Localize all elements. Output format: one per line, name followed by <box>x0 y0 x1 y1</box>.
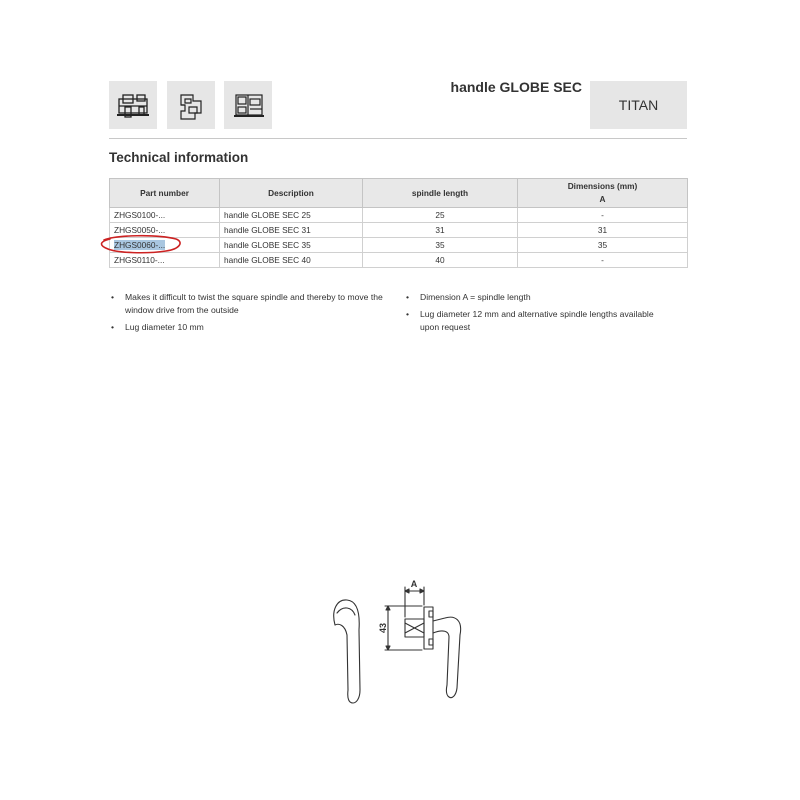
col-header-description: Description <box>220 179 363 208</box>
bullet-dot: • <box>406 309 410 319</box>
part-number-cell: ZHGS0110-... <box>110 253 220 268</box>
description-cell: handle GLOBE SEC 40 <box>220 253 363 268</box>
dimension-a-cell: 35 <box>518 238 688 253</box>
list-item <box>404 291 674 304</box>
part-number-cell: ZHGS0100-... <box>110 208 220 223</box>
handle-side-view <box>334 600 360 703</box>
dimension-label-a: A <box>410 579 418 589</box>
col-header-spindle-length: spindle length <box>363 179 518 208</box>
bullet-text: Makes it difficult to twist the square spindle and thereby to move the window drive from the outside <box>125 292 383 315</box>
bullet-text: Dimension A = spindle length <box>420 292 531 302</box>
header-divider <box>109 138 687 139</box>
window-profile-icon <box>109 81 157 129</box>
list-item <box>109 291 389 317</box>
brand-label: TITAN <box>618 97 659 113</box>
dimension-a-cell: - <box>518 208 688 223</box>
table-row <box>110 253 688 268</box>
table-header-row <box>110 179 688 208</box>
dimension-label-43: 43 <box>378 622 388 634</box>
bullet-dot: • <box>111 292 115 302</box>
section-title: Technical information <box>109 150 249 165</box>
red-annotation-circle <box>96 232 186 256</box>
spec-table <box>109 178 688 268</box>
profile-section-icon <box>167 81 215 129</box>
bullet-text: Lug diameter 12 mm and alternative spindle lengths available upon request <box>420 309 654 332</box>
list-item <box>109 321 389 334</box>
handle-technical-drawing <box>325 575 475 707</box>
product-title: handle GLOBE SEC <box>450 79 582 95</box>
dimensions-label: Dimensions (mm) <box>567 181 638 191</box>
part-number-cell: ZHGS0050-... <box>110 223 220 238</box>
highlighted-part-number: ZHGS0060-... <box>114 240 166 250</box>
list-item <box>404 308 674 334</box>
bullet-dot: • <box>111 322 115 332</box>
spindle-length-cell: 31 <box>363 223 518 238</box>
brand-badge <box>590 81 687 129</box>
thumbnail-1 <box>109 81 157 129</box>
bullet-list-left <box>109 291 389 338</box>
bullet-dot: • <box>406 292 410 302</box>
dimensions-sub-label: A <box>599 194 606 204</box>
spindle-length-cell: 40 <box>363 253 518 268</box>
table-row <box>110 238 688 253</box>
table-row <box>110 223 688 238</box>
frame-section-icon <box>224 81 272 129</box>
col-header-part-number: Part number <box>110 179 220 208</box>
spindle-length-cell: 35 <box>363 238 518 253</box>
table-row <box>110 208 688 223</box>
spindle-length-cell: 25 <box>363 208 518 223</box>
handle-front-view <box>433 617 461 697</box>
col-header-dimensions <box>518 179 688 208</box>
thumbnail-2 <box>167 81 215 129</box>
description-cell: handle GLOBE SEC 35 <box>220 238 363 253</box>
dimension-a-cell: 31 <box>518 223 688 238</box>
bullet-list-right <box>404 291 674 338</box>
description-cell: handle GLOBE SEC 31 <box>220 223 363 238</box>
dimension-a-cell: - <box>518 253 688 268</box>
description-cell: handle GLOBE SEC 25 <box>220 208 363 223</box>
bullet-text: Lug diameter 10 mm <box>125 322 204 332</box>
thumbnail-3 <box>224 81 272 129</box>
